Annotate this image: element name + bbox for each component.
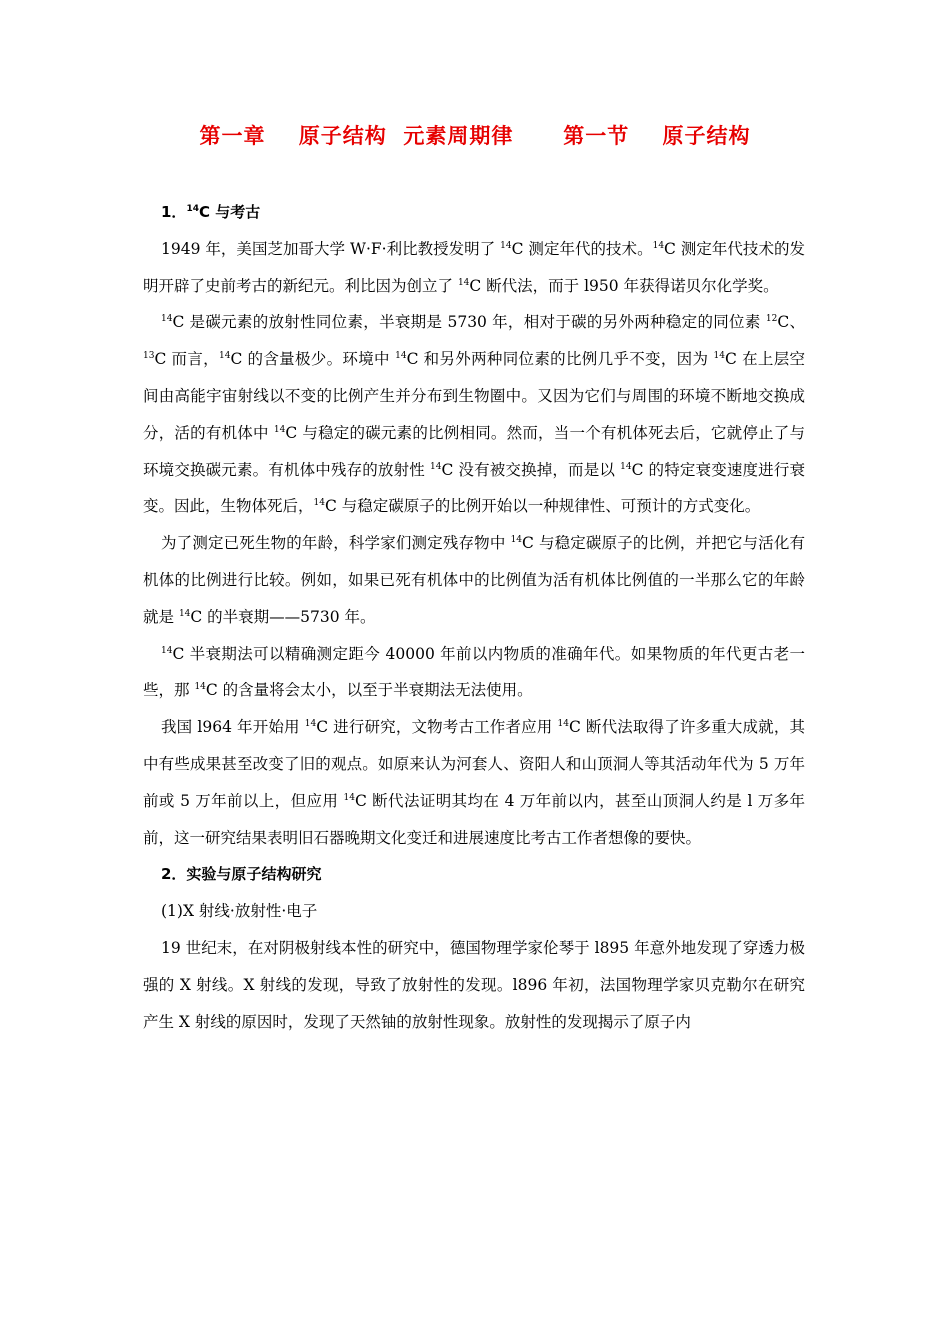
isotope-mass-number: 14 — [219, 351, 231, 362]
chapter-title: 第一章 原子结构 元素周期律 第一节 原子结构 — [199, 124, 751, 148]
isotope-mass-number: 14 — [313, 498, 325, 509]
isotope-mass-number: 13 — [143, 351, 155, 362]
isotope-mass-number: 14 — [161, 645, 173, 656]
paragraph: 1949 年，美国芝加哥大学 W·F·利比教授发明了 $^{14}$C 测定年代的技术。$^{14}$C 测定年代技术的发明开辟了史前考古的新纪元。利比因为创立了 $^{14}$C 断代法，而于 l950 年获得诺贝尔化学奖。 — [143, 239, 805, 295]
isotope-mass-number: 14 — [557, 719, 569, 730]
section-heading-2: 2．实验与原子结构研究 — [161, 865, 322, 884]
paragraph: $^{14}$C 是碳元素的放射性同位素，半衰期是 5730 年，相对于碳的另外两种稳定的同位素 $^{12}$C、$^{13}$C 而言，$^{14}$C 的含量极少。环境中 $^{14}$C 和另外两种同位素的比例几乎不变，因为 $^{14}$C 在上层空间由高能宇宙射线以不变的比例产生并分布到生物圈中。又因为它们与周围的环境不断地交换成分，活的有机体中 $^{14}$C 与稳定的碳元素的比例相同。然而，当一个有机体死去后，它就停止了与环境交换碳元素。有机体中残存的放射性 $^{14}$C 没有被交换掉，而是以 $^{14}$C 的特定衰变速度进行衰变。因此，生物体死后，$^{14}$C 与稳定碳原子的比例开始以一种规律性、可预计的方式变化。 — [143, 313, 806, 516]
isotope-mass-number: 14 — [343, 792, 355, 803]
isotope-mass-number: 14 — [194, 682, 206, 693]
document-body — [143, 194, 805, 1040]
isotope-mass-number: 14 — [510, 535, 523, 546]
section-heading-1 — [143, 194, 805, 231]
isotope-mass-number: 14 — [430, 461, 442, 472]
isotope-mass-number: 14 — [178, 608, 191, 619]
isotope-mass-number: 14 — [457, 277, 470, 288]
isotope-mass-number: 14 — [304, 719, 317, 730]
isotope-mass-number: 14 — [620, 461, 632, 472]
isotope-mass-number: 14 — [273, 424, 286, 435]
isotope-mass-number: 12 — [765, 314, 778, 325]
isotope-mass-number: 14 — [713, 351, 725, 362]
paragraph: 为了测定已死生物的年龄，科学家们测定残存物中 $^{14}$C 与稳定碳原子的比例，并把它与活化有机体的比例进行比较。例如，如果已死有机体中的比例值为活有机体比例值的一半那么它的年龄就是 $^{14}$C 的半衰期——5730 年。 — [143, 534, 805, 626]
isotope-mass-number: 14 — [500, 240, 512, 251]
isotope-mass-number: 14 — [161, 314, 173, 325]
section-heading-1-text: C 与考古 — [198, 203, 261, 221]
isotope-mass-number: 14 — [652, 240, 665, 251]
subsection-heading: (1)X 射线·放射性·电子 — [161, 902, 318, 921]
section-heading-1-isotope-mass: 14 — [186, 204, 199, 214]
section-heading-1-number: 1． — [161, 203, 187, 221]
isotope-mass-number: 14 — [395, 351, 407, 362]
paragraph: 19 世纪末，在对阴极射线本性的研究中，德国物理学家伦琴于 l895 年意外地发现了穿透力极强的 X 射线。X 射线的发现，导致了放射性的发现。l896 年初，法国物理学家贝克勒尔在研究产生 X 射线的原因时，发现了天然铀的放射性现象。放射性的发现揭示了原子内 — [143, 938, 805, 1031]
paragraph: $^{14}$C 半衰期法可以精确测定距今 40000 年前以内物质的准确年代。如果物质的年代更古老一些，那 $^{14}$C 的含量将会太小，以至于半衰期法无法使用。 — [143, 644, 805, 700]
paragraph: 我国 l964 年开始用 $^{14}$C 进行研究，文物考古工作者应用 $^{14}$C 断代法取得了许多重大成就，其中有些成果甚至改变了旧的观点。如原来认为河套人、资阳人和山顶洞人等其活动年代为 5 万年前或 5 万年前以上，但应用 $^{14}$C 断代法证明其均在 4 万年前以内，甚至山顶洞人约是 l 万多年前，这一研究结果表明旧石器晚期文化变迁和进展速度比考古工作者想像的要快。 — [143, 718, 806, 847]
